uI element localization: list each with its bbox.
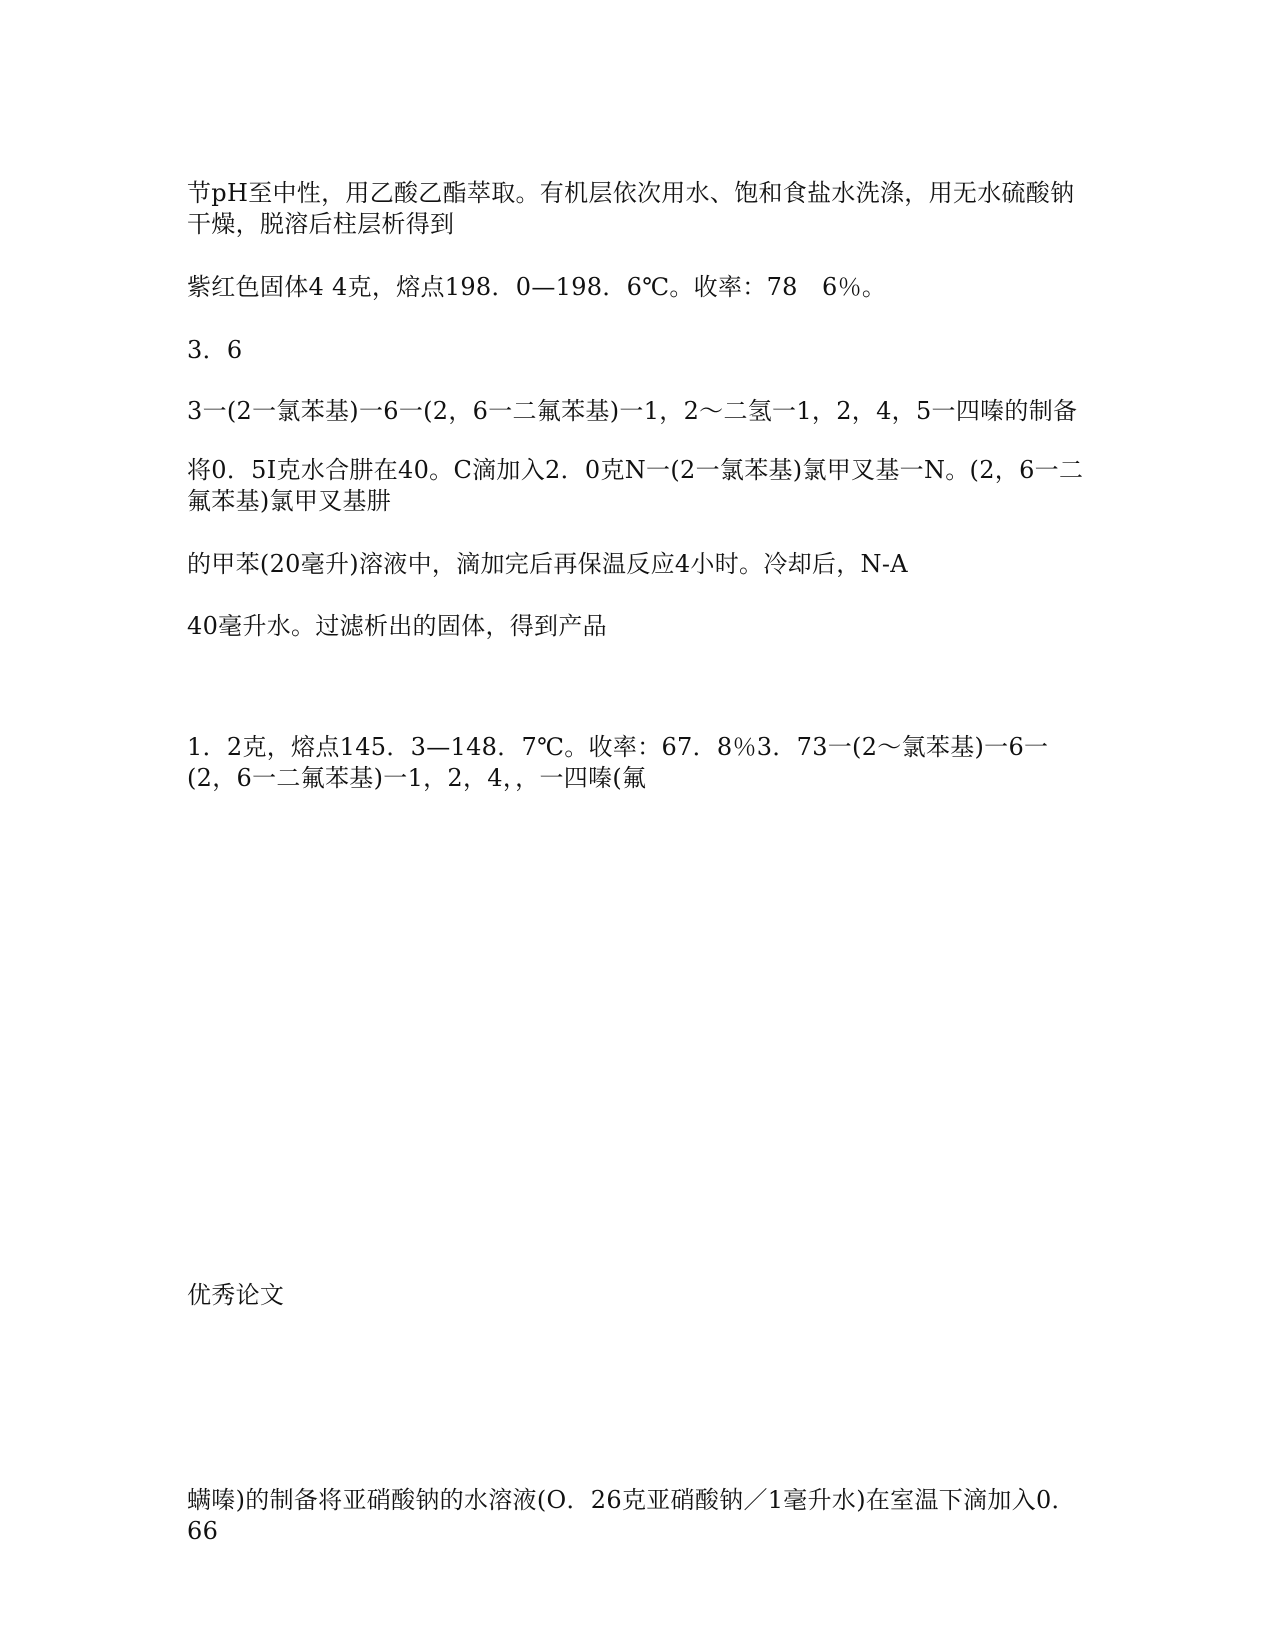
section-number: 3．6	[187, 336, 243, 364]
paragraph-filtration: 40毫升水。过滤析出的固体，得到产品	[187, 612, 607, 640]
paragraph-extraction-workup: 节pH至中性，用乙酸乙酯萃取。有机层依次用水、饱和食盐水洗涤，用无水硫酸钠干燥，脱溶后柱层析得到	[187, 179, 1075, 238]
paragraph-nitrite-preparation: 螨嗪)的制备将亚硝酸钠的水溶液(O．26克亚硝酸钠／1毫升水)在室温下滴加入0．66	[187, 1486, 1076, 1545]
paragraph-toluene-solution: 的甲苯(20毫升)溶液中，滴加完后再保温反应4小时。冷却后，N-A	[187, 550, 908, 578]
paragraph-hydrazine-addition: 将0．5I克水合肼在40。C滴加入2．0克N一(2一氯苯基)氯甲叉基一N。(2，6一二氟苯基)氯甲叉基肼	[187, 456, 1084, 515]
section-heading-preparation: 3一(2一氯苯基)一6一(2，6一二氟苯基)一1，2～二氢一1，2，4，5一四嗪的制备	[187, 397, 1078, 425]
paragraph-product-yield: 1．2克，熔点145．3—148．7℃。收率：67．8％3．73一(2～氯苯基)一6一(2，6一二氟苯基)一1，2，4，，一四嗪(氟	[187, 733, 1049, 792]
watermark-label: 优秀论文	[187, 1281, 285, 1309]
paragraph-yield-purple-solid: 紫红色固体4 4克，熔点198．0—198．6℃。收率：78 6％。	[187, 273, 887, 301]
